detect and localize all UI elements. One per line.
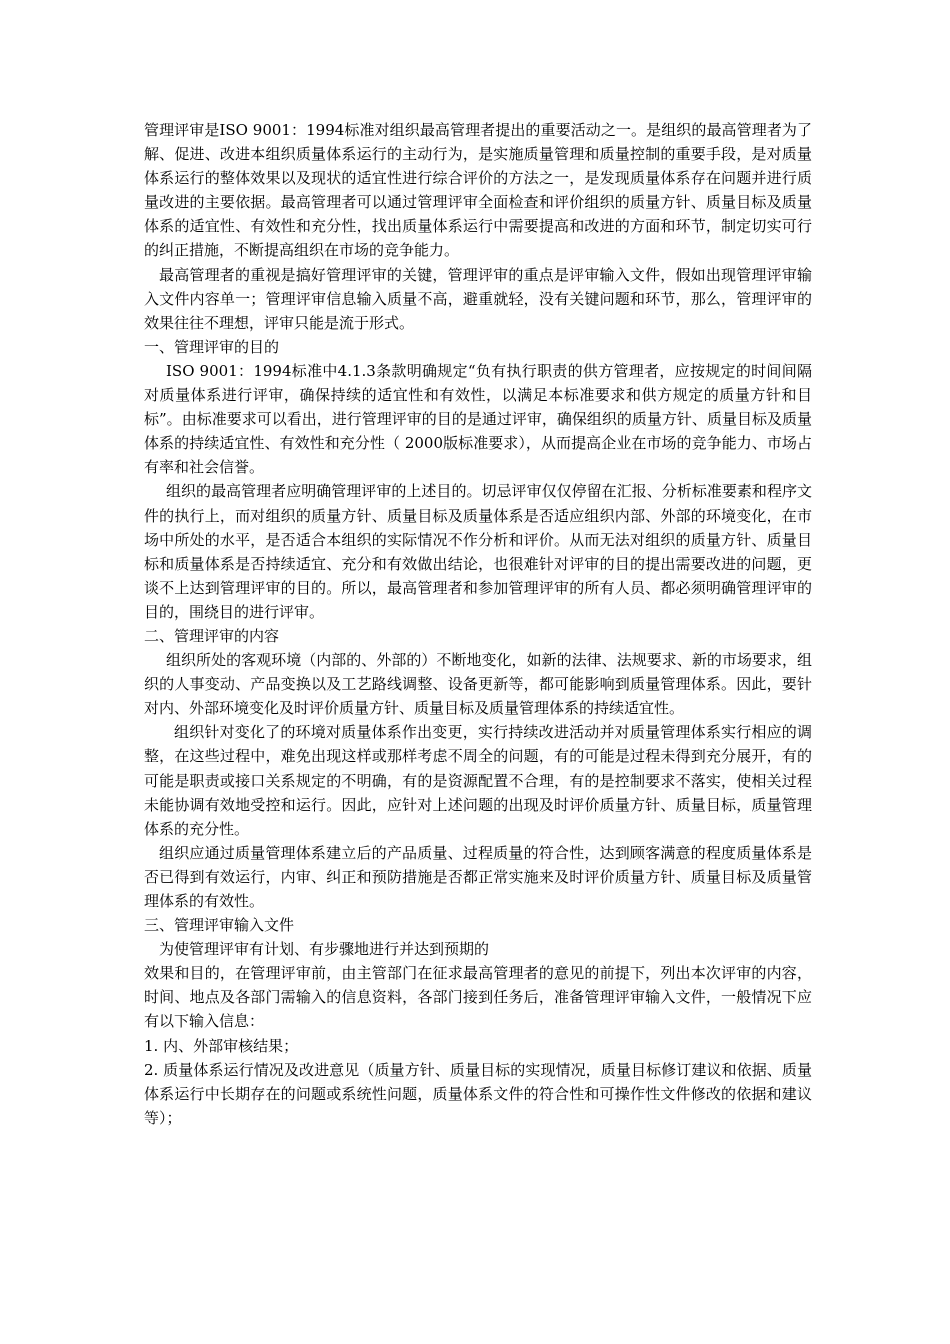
paragraph-effectiveness: 组织应通过质量管理体系建立后的产品质量、过程质量的符合性，达到顾客满意的程度质量体系是否已得到有效运行，内审、纠正和预防措施是否都正常实施来及时评价质量方针、质量目标及质量管理体系的有效性。: [144, 843, 812, 910]
intro-paragraph: 管理评审是ISO 9001：1994标准对组织最高管理者提出的重要活动之一。是组织的最高管理者为了解、促进、改进本组织质量体系运行的主动行为，是实施质量管理和质量控制的重要手段，是对质量体系运行的整体效果以及现状的适宜性进行综合评价的方法之一，是发现质量体系存在问题并进行质量改进的主要依据。最高管理者可以通过管理评审全面检查和评价组织的质量方针、质量目标及质量体系的适宜性、有效性和充分性，找出质量体系运行中需要提高和改进的方面和环节，制定切实可行的纠正措施，不断提高组织在市场的竞争能力。: [144, 121, 812, 260]
section-heading-input-files: 三、管理评审输入文件: [144, 916, 295, 935]
document-body: [144, 118, 812, 1130]
paragraph-environment-change: 组织所处的客观环境（内部的、外部的）不断地变化，如新的法律、法规要求、新的市场要求，组织的人事变动、产品变换以及工艺路线调整、设备更新等，都可能影响到质量管理体系。因此，要针对内、外部环境变化及时评价质量方针、质量目标及质量管理体系的持续适宜性。: [144, 651, 812, 718]
paragraph-importance: 最高管理者的重视是搞好管理评审的关键，管理评审的重点是评审输入文件，假如出现管理评审输入文件内容单一；管理评审信息输入质量不高，避重就轻，没有关键问题和环节，那么，管理评审的效果往往不理想，评审只能是流于形式。: [144, 265, 812, 332]
paragraph-system-adjustment: 组织针对变化了的环境对质量体系作出变更，实行持续改进活动并对质量管理体系实行相应的调整，在这些过程中，难免出现这样或那样考虑不周全的问题，有的可能是过程未得到充分展开，有的可能是职责或接口关系规定的不明确，有的是资源配置不合理，有的是控制要求不落实，使相关过程未能协调有效地受控和运行。因此，应针对上述问题的出现及时评价质量方针、质量目标，质量管理体系的充分性。: [144, 723, 812, 838]
paragraph-standard-requirement: ISO 9001：1994标准中4.1.3条款明确规定“负有执行职责的供方管理者，应按规定的时间间隔对质量体系进行评审，确保持续的适宜性和有效性，以满足本标准要求和供方规定的质量方针和目标”。由标准要求可以看出，进行管理评审的目的是通过评审，确保组织的质量方针、质量目标及质量体系的持续适宜性、有效性和充分性（ 2000版标准要求），从而提高企业在市场的竞争能力、市场占有率和社会信誉。: [144, 361, 812, 477]
paragraph-input-intro: 为使管理评审有计划、有步骤地进行并达到预期的: [159, 940, 490, 959]
paragraph-input-details: 效果和目的，在管理评审前，由主管部门在征求最高管理者的意见的前提下，列出本次评审的内容，时间、地点及各部门需输入的信息资料，各部门接到任务后，准备管理评审输入文件，一般情况下应有以下输入信息：: [144, 964, 812, 1031]
paragraph-management-purpose: 组织的最高管理者应明确管理评审的上述目的。切忌评审仅仅停留在汇报、分析标准要素和程序文件的执行上，而对组织的质量方针、质量目标及质量体系是否适应组织内部、外部的环境变化，在市场中所处的水平，是否适合本组织的实际情况不作分析和评价。从而无法对组织的质量方针、质量目标和质量体系是否持续适宜、充分和有效做出结论，也很难针对评审的目的提出需要改进的问题，更谈不上达到管理评审的目的。所以，最高管理者和参加管理评审的所有人员、都必须明确管理评审的目的，围绕目的进行评审。: [144, 482, 812, 621]
section-heading-purpose: 一、管理评审的目的: [144, 337, 280, 356]
list-item-system-operation: 2. 质量体系运行情况及改进意见（质量方针、质量目标的实现情况，质量目标修订建议和依据、质量体系运行中长期存在的问题或系统性问题，质量体系文件的符合性和可操作性文件修改的依据和建议等）；: [144, 1060, 812, 1127]
list-item-audit-results: 1. 内、外部审核结果；: [144, 1036, 299, 1055]
section-heading-content: 二、管理评审的内容: [144, 626, 280, 645]
